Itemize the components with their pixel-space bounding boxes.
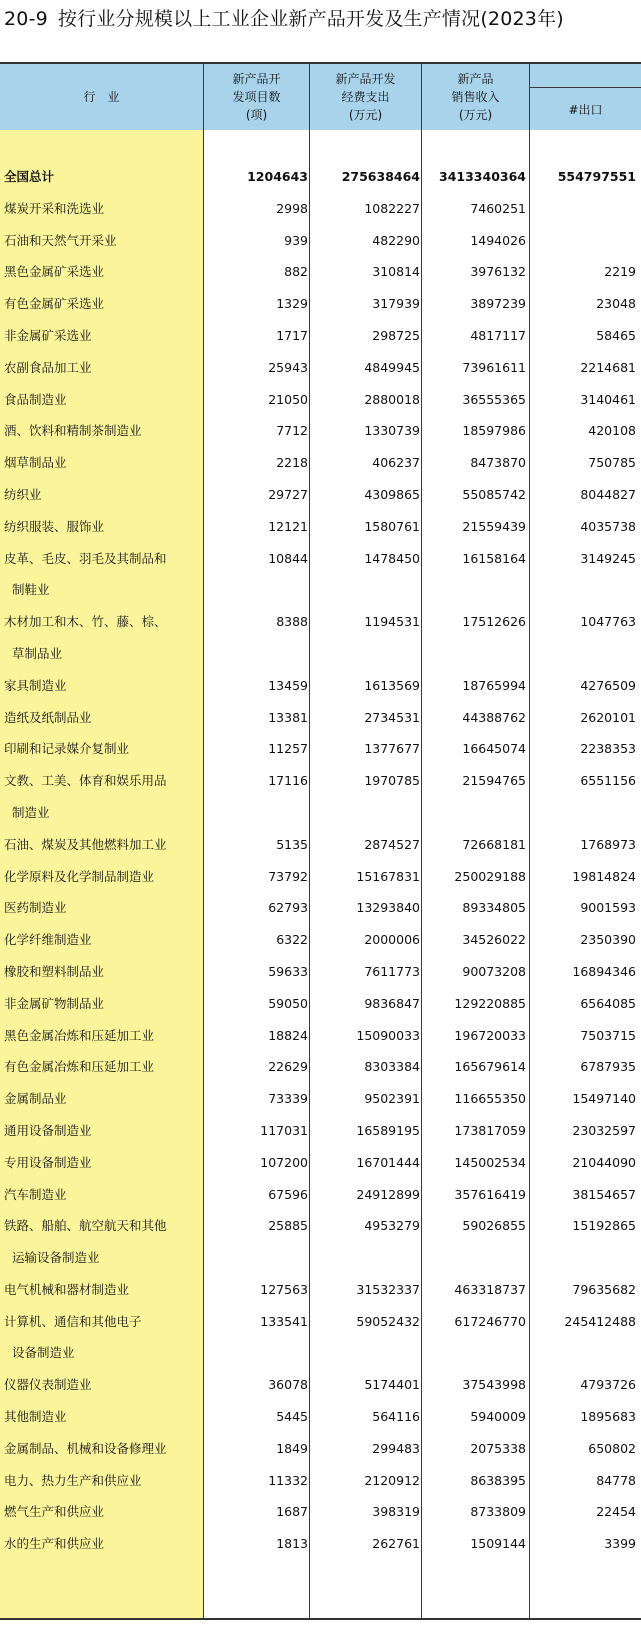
rd-expenditure-cell: 2874527 (364, 836, 420, 852)
sales-revenue-cell: 617246770 (454, 1313, 526, 1329)
rd-expenditure-cell: 1082227 (364, 200, 420, 216)
industry-name-line: 化学原料及化学制品制造业 (4, 868, 155, 884)
rd-expenditure-cell: 9502391 (364, 1091, 420, 1107)
industry-name (4, 511, 200, 543)
table-row (0, 1210, 641, 1274)
industry-name-line: 食品制造业 (4, 391, 67, 407)
projects-count-cell: 59050 (268, 995, 308, 1011)
table-title-text: 按行业分规模以上工业企业新产品开发及生产情况(2023年) (57, 8, 564, 30)
industry-name-line: 铁路、船舶、航空航天和其他 (4, 1218, 167, 1234)
industry-name (4, 1528, 200, 1560)
rd-expenditure-cell: 262761 (372, 1536, 420, 1552)
projects-count-cell: 73339 (268, 1091, 308, 1107)
sales-revenue-cell: 1509144 (470, 1536, 526, 1552)
table-number: 20-9 (4, 8, 48, 30)
sales-revenue-cell: 89334805 (462, 900, 526, 916)
header-sales (422, 64, 530, 130)
projects-count-cell: 21050 (268, 391, 308, 407)
projects-count-cell: 939 (284, 232, 308, 248)
projects-count-cell: 1204643 (247, 169, 308, 184)
rd-expenditure-cell: 59052432 (356, 1313, 420, 1329)
industry-name-line: 通用设备制造业 (4, 1122, 92, 1138)
table-row (0, 384, 641, 416)
export-cell: 554797551 (557, 169, 636, 184)
industry-name (4, 1179, 200, 1211)
header-projects (204, 64, 310, 130)
rd-expenditure-cell: 317939 (372, 296, 420, 312)
export-cell: 16894346 (572, 963, 636, 979)
table-row (0, 1083, 641, 1115)
table-row (0, 1433, 641, 1465)
industry-name-line: 医药制造业 (4, 900, 67, 916)
sales-revenue-cell: 16645074 (462, 741, 526, 757)
industry-name (4, 384, 200, 416)
projects-count-cell: 8388 (276, 614, 308, 630)
rd-expenditure-cell: 9836847 (364, 995, 420, 1011)
export-cell: 84778 (596, 1472, 636, 1488)
industry-name-line: 电气机械和器材制造业 (4, 1281, 130, 1297)
header-projects-line2: 发项目数 (232, 90, 281, 104)
table-row (0, 1465, 641, 1497)
export-cell: 6787935 (580, 1059, 636, 1075)
projects-count-cell: 5135 (276, 836, 308, 852)
header-export-label: #出口 (568, 103, 603, 117)
industry-name-line: 制造业 (12, 804, 50, 820)
industry-name (4, 765, 200, 829)
header-sales-unit: (万元) (458, 108, 493, 122)
rd-expenditure-cell: 1377677 (364, 741, 420, 757)
export-cell: 21044090 (572, 1154, 636, 1170)
sales-revenue-cell: 90073208 (462, 963, 526, 979)
industry-name-line: 酒、饮料和精制茶制造业 (4, 423, 142, 439)
export-cell: 2350390 (580, 932, 636, 948)
export-cell: 23048 (596, 296, 636, 312)
projects-count-cell: 59633 (268, 963, 308, 979)
industry-name-line: 石油、煤炭及其他燃料加工业 (4, 836, 167, 852)
header-industry-label: 行 业 (83, 90, 120, 104)
sales-revenue-cell: 37543998 (462, 1377, 526, 1393)
table-row (0, 670, 641, 702)
industry-name (4, 1433, 200, 1465)
sales-revenue-cell: 18597986 (462, 423, 526, 439)
industry-name (4, 543, 200, 607)
export-cell: 38154657 (572, 1186, 636, 1202)
industry-name (4, 829, 200, 861)
header-export (530, 87, 641, 131)
export-cell: 8044827 (580, 486, 636, 502)
projects-count-cell: 1849 (276, 1440, 308, 1456)
header-expenditure (310, 64, 422, 130)
rd-expenditure-cell: 564116 (372, 1409, 420, 1425)
export-cell: 3140461 (580, 391, 636, 407)
rd-expenditure-cell: 5174401 (364, 1377, 420, 1393)
table-row (0, 1401, 641, 1433)
table-row (0, 956, 641, 988)
table-row (0, 733, 641, 765)
rd-expenditure-cell: 4309865 (364, 486, 420, 502)
rd-expenditure-cell: 1194531 (364, 614, 420, 630)
header-industry (0, 64, 204, 130)
rd-expenditure-cell: 1478450 (364, 550, 420, 566)
table-row (0, 1496, 641, 1528)
sales-revenue-cell: 5940009 (470, 1409, 526, 1425)
industry-name (4, 1210, 200, 1274)
rd-expenditure-cell: 4953279 (364, 1218, 420, 1234)
projects-count-cell: 1687 (276, 1504, 308, 1520)
projects-count-cell: 882 (284, 264, 308, 280)
industry-name-line: 纺织业 (4, 486, 42, 502)
industry-name (4, 193, 200, 225)
projects-count-cell: 11257 (268, 741, 308, 757)
table-row (0, 1020, 641, 1052)
projects-count-cell: 13459 (268, 677, 308, 693)
table-row (0, 1115, 641, 1147)
header-expenditure-line1: 新产品开发 (335, 72, 396, 86)
industry-name (4, 606, 200, 670)
sales-revenue-cell: 196720033 (454, 1027, 526, 1043)
rd-expenditure-cell: 4849945 (364, 359, 420, 375)
industry-name-line: 运输设备制造业 (12, 1250, 100, 1266)
header-sales-line1: 新产品 (457, 72, 494, 86)
table-row (0, 352, 641, 384)
industry-name (4, 1496, 200, 1528)
industry-name-line: 非金属矿采选业 (4, 327, 92, 343)
export-cell: 650802 (588, 1440, 636, 1456)
sales-revenue-cell: 21559439 (462, 518, 526, 534)
table-row (0, 924, 641, 956)
industry-name-line: 木材加工和木、竹、藤、棕、 (4, 614, 167, 630)
projects-count-cell: 67596 (268, 1186, 308, 1202)
sales-revenue-cell: 357616419 (454, 1186, 526, 1202)
sales-revenue-cell: 1494026 (470, 232, 526, 248)
industry-name (4, 1051, 200, 1083)
table-row (0, 1274, 641, 1306)
industry-name (4, 1306, 200, 1370)
header-projects-line1: 新产品开 (232, 72, 281, 86)
table-row (0, 1528, 641, 1560)
industry-name (4, 1369, 200, 1401)
rd-expenditure-cell: 16701444 (356, 1154, 420, 1170)
rd-expenditure-cell: 15090033 (356, 1027, 420, 1043)
export-cell: 22454 (596, 1504, 636, 1520)
industry-name-line: 设备制造业 (12, 1345, 75, 1361)
table-row (0, 288, 641, 320)
projects-count-cell: 1329 (276, 296, 308, 312)
export-cell: 9001593 (580, 900, 636, 916)
industry-name (4, 892, 200, 924)
industry-name (4, 447, 200, 479)
sales-revenue-cell: 59026855 (462, 1218, 526, 1234)
sales-revenue-cell: 36555365 (462, 391, 526, 407)
rd-expenditure-cell: 1970785 (364, 773, 420, 789)
industry-name (4, 1147, 200, 1179)
projects-count-cell: 5445 (276, 1409, 308, 1425)
projects-count-cell: 12121 (268, 518, 308, 534)
table-row (0, 1051, 641, 1083)
rd-expenditure-cell: 299483 (372, 1440, 420, 1456)
industry-name (4, 1401, 200, 1433)
projects-count-cell: 1717 (276, 327, 308, 343)
rd-expenditure-cell: 16589195 (356, 1122, 420, 1138)
projects-count-cell: 18824 (268, 1027, 308, 1043)
export-cell: 245412488 (564, 1313, 636, 1329)
projects-count-cell: 17116 (268, 773, 308, 789)
projects-count-cell: 7712 (276, 423, 308, 439)
industry-name (4, 415, 200, 447)
sales-revenue-cell: 55085742 (462, 486, 526, 502)
rd-expenditure-cell: 13293840 (356, 900, 420, 916)
rd-expenditure-cell: 275638464 (341, 169, 420, 184)
projects-count-cell: 127563 (260, 1281, 308, 1297)
sales-revenue-cell: 21594765 (462, 773, 526, 789)
industry-name (4, 320, 200, 352)
rd-expenditure-cell: 482290 (372, 232, 420, 248)
industry-name (4, 924, 200, 956)
projects-count-cell: 36078 (268, 1377, 308, 1393)
sales-revenue-cell: 8473870 (470, 455, 526, 471)
sales-revenue-cell: 7460251 (470, 200, 526, 216)
industry-name-line: 文教、工美、体育和娱乐用品 (4, 773, 167, 789)
industry-name (4, 161, 200, 193)
industry-name (4, 479, 200, 511)
industry-name (4, 1274, 200, 1306)
export-cell: 58465 (596, 327, 636, 343)
export-cell: 7503715 (580, 1027, 636, 1043)
industry-name-line: 仪器仪表制造业 (4, 1377, 92, 1393)
export-cell: 750785 (588, 455, 636, 471)
rd-expenditure-cell: 2734531 (364, 709, 420, 725)
rd-expenditure-cell: 2880018 (364, 391, 420, 407)
header-expenditure-line2: 经费支出 (341, 90, 390, 104)
export-cell: 4035738 (580, 518, 636, 534)
rd-expenditure-cell: 7611773 (364, 963, 420, 979)
table-row (0, 765, 641, 829)
industry-name (4, 352, 200, 384)
sales-revenue-cell: 44388762 (462, 709, 526, 725)
industry-name-line: 黑色金属冶炼和压延加工业 (4, 1027, 155, 1043)
industry-name-line: 全国总计 (4, 169, 55, 184)
industry-name-line: 金属制品、机械和设备修理业 (4, 1440, 167, 1456)
industry-name-line: 电力、热力生产和供应业 (4, 1472, 142, 1488)
table-row (0, 225, 641, 257)
rd-expenditure-cell: 15167831 (356, 868, 420, 884)
sales-revenue-cell: 3976132 (470, 264, 526, 280)
header-sales-line2: 销售收入 (451, 90, 500, 104)
sales-revenue-cell: 3897239 (470, 296, 526, 312)
projects-count-cell: 25885 (268, 1218, 308, 1234)
export-cell: 3149245 (580, 550, 636, 566)
export-cell: 6564085 (580, 995, 636, 1011)
industry-name (4, 225, 200, 257)
table-row (0, 1179, 641, 1211)
export-cell: 1047763 (580, 614, 636, 630)
projects-count-cell: 22629 (268, 1059, 308, 1075)
projects-count-cell: 62793 (268, 900, 308, 916)
industry-name (4, 733, 200, 765)
projects-count-cell: 13381 (268, 709, 308, 725)
industry-name-line: 有色金属冶炼和压延加工业 (4, 1059, 155, 1075)
industry-name-line: 家具制造业 (4, 677, 67, 693)
industry-name-line: 橡胶和塑料制品业 (4, 963, 105, 979)
sales-revenue-cell: 73961611 (462, 359, 526, 375)
industry-name-line: 制鞋业 (12, 582, 50, 598)
bottom-rule (0, 1618, 641, 1620)
sales-revenue-cell: 3413340364 (439, 169, 526, 184)
sales-revenue-cell: 250029188 (454, 868, 526, 884)
table-body (0, 161, 641, 1560)
industry-name-line: 煤炭开采和洗选业 (4, 200, 105, 216)
industry-name (4, 702, 200, 734)
projects-count-cell: 10844 (268, 550, 308, 566)
industry-name-line: 非金属矿物制品业 (4, 995, 105, 1011)
export-cell: 2219 (604, 264, 636, 280)
header-projects-unit: (项) (245, 108, 268, 122)
table-row-total (0, 161, 641, 193)
rd-expenditure-cell: 2000006 (364, 932, 420, 948)
industry-name (4, 670, 200, 702)
rd-expenditure-cell: 8303384 (364, 1059, 420, 1075)
projects-count-cell: 6322 (276, 932, 308, 948)
export-cell: 2238353 (580, 741, 636, 757)
rd-expenditure-cell: 1613569 (364, 677, 420, 693)
projects-count-cell: 2218 (276, 455, 308, 471)
projects-count-cell: 25943 (268, 359, 308, 375)
industry-name-line: 金属制品业 (4, 1091, 67, 1107)
projects-count-cell: 29727 (268, 486, 308, 502)
export-cell: 2214681 (580, 359, 636, 375)
sales-revenue-cell: 145002534 (454, 1154, 526, 1170)
sales-revenue-cell: 16158164 (462, 550, 526, 566)
table-row (0, 479, 641, 511)
export-cell: 15497140 (572, 1091, 636, 1107)
table-row (0, 543, 641, 607)
industry-name (4, 288, 200, 320)
projects-count-cell: 2998 (276, 200, 308, 216)
projects-count-cell: 11332 (268, 1472, 308, 1488)
industry-name-line: 烟草制品业 (4, 455, 67, 471)
projects-count-cell: 117031 (260, 1122, 308, 1138)
industry-name (4, 956, 200, 988)
projects-count-cell: 73792 (268, 868, 308, 884)
table-row (0, 606, 641, 670)
rd-expenditure-cell: 2120912 (364, 1472, 420, 1488)
export-cell: 3399 (604, 1536, 636, 1552)
table-header (0, 64, 641, 130)
table-row (0, 988, 641, 1020)
industry-name-line: 黑色金属矿采选业 (4, 264, 105, 280)
industry-name-line: 专用设备制造业 (4, 1154, 92, 1170)
sales-revenue-cell: 4817117 (470, 327, 526, 343)
sales-revenue-cell: 8638395 (470, 1472, 526, 1488)
industry-name (4, 988, 200, 1020)
projects-count-cell: 133541 (260, 1313, 308, 1329)
sales-revenue-cell: 165679614 (454, 1059, 526, 1075)
rd-expenditure-cell: 31532337 (356, 1281, 420, 1297)
export-cell: 15192865 (572, 1218, 636, 1234)
export-cell: 6551156 (580, 773, 636, 789)
table-row (0, 193, 641, 225)
sales-revenue-cell: 2075338 (470, 1440, 526, 1456)
industry-name-line: 汽车制造业 (4, 1186, 67, 1202)
table-row (0, 702, 641, 734)
sales-revenue-cell: 72668181 (462, 836, 526, 852)
table-row (0, 256, 641, 288)
industry-name (4, 256, 200, 288)
rd-expenditure-cell: 398319 (372, 1504, 420, 1520)
rd-expenditure-cell: 310814 (372, 264, 420, 280)
sales-revenue-cell: 8733809 (470, 1504, 526, 1520)
table-row (0, 1306, 641, 1370)
industry-name-line: 草制品业 (12, 645, 63, 661)
industry-name-line: 印刷和记录媒介复制业 (4, 741, 130, 757)
table-row (0, 447, 641, 479)
table-row (0, 892, 641, 924)
industry-name-line: 造纸及纸制品业 (4, 709, 92, 725)
export-cell: 2620101 (580, 709, 636, 725)
export-cell: 4276509 (580, 677, 636, 693)
table-row (0, 1147, 641, 1179)
industry-name-line: 石油和天然气开采业 (4, 232, 117, 248)
sales-revenue-cell: 17512626 (462, 614, 526, 630)
header-expenditure-unit: (万元) (348, 108, 383, 122)
export-cell: 19814824 (572, 868, 636, 884)
table-row (0, 511, 641, 543)
rd-expenditure-cell: 298725 (372, 327, 420, 343)
industry-name-line: 水的生产和供应业 (4, 1536, 105, 1552)
export-cell: 4793726 (580, 1377, 636, 1393)
projects-count-cell: 1813 (276, 1536, 308, 1552)
sales-revenue-cell: 173817059 (454, 1122, 526, 1138)
industry-name-line: 计算机、通信和其他电子 (4, 1313, 142, 1329)
industry-name-line: 燃气生产和供应业 (4, 1504, 105, 1520)
industry-name-line: 农副食品加工业 (4, 359, 92, 375)
export-cell: 23032597 (572, 1122, 636, 1138)
industry-name (4, 1115, 200, 1147)
rd-expenditure-cell: 1330739 (364, 423, 420, 439)
industry-name (4, 1083, 200, 1115)
export-cell: 1895683 (580, 1409, 636, 1425)
rd-expenditure-cell: 406237 (372, 455, 420, 471)
sales-revenue-cell: 129220885 (454, 995, 526, 1011)
table-title (4, 4, 640, 34)
sales-revenue-cell: 116655350 (454, 1091, 526, 1107)
rd-expenditure-cell: 1580761 (364, 518, 420, 534)
industry-name-line: 纺织服装、服饰业 (4, 518, 105, 534)
table-row (0, 861, 641, 893)
sales-revenue-cell: 463318737 (454, 1281, 526, 1297)
export-cell: 420108 (588, 423, 636, 439)
projects-count-cell: 107200 (260, 1154, 308, 1170)
rd-expenditure-cell: 24912899 (356, 1186, 420, 1202)
sales-revenue-cell: 18765994 (462, 677, 526, 693)
export-cell: 79635682 (572, 1281, 636, 1297)
table-row (0, 320, 641, 352)
industry-name (4, 1020, 200, 1052)
industry-name (4, 861, 200, 893)
industry-name-line: 其他制造业 (4, 1409, 67, 1425)
table-row (0, 829, 641, 861)
industry-name (4, 1465, 200, 1497)
table-row (0, 1369, 641, 1401)
table-row (0, 415, 641, 447)
export-cell: 1768973 (580, 836, 636, 852)
sales-revenue-cell: 34526022 (462, 932, 526, 948)
industry-name-line: 皮革、毛皮、羽毛及其制品和 (4, 550, 167, 566)
industry-name-line: 有色金属矿采选业 (4, 296, 105, 312)
industry-name-line: 化学纤维制造业 (4, 932, 92, 948)
